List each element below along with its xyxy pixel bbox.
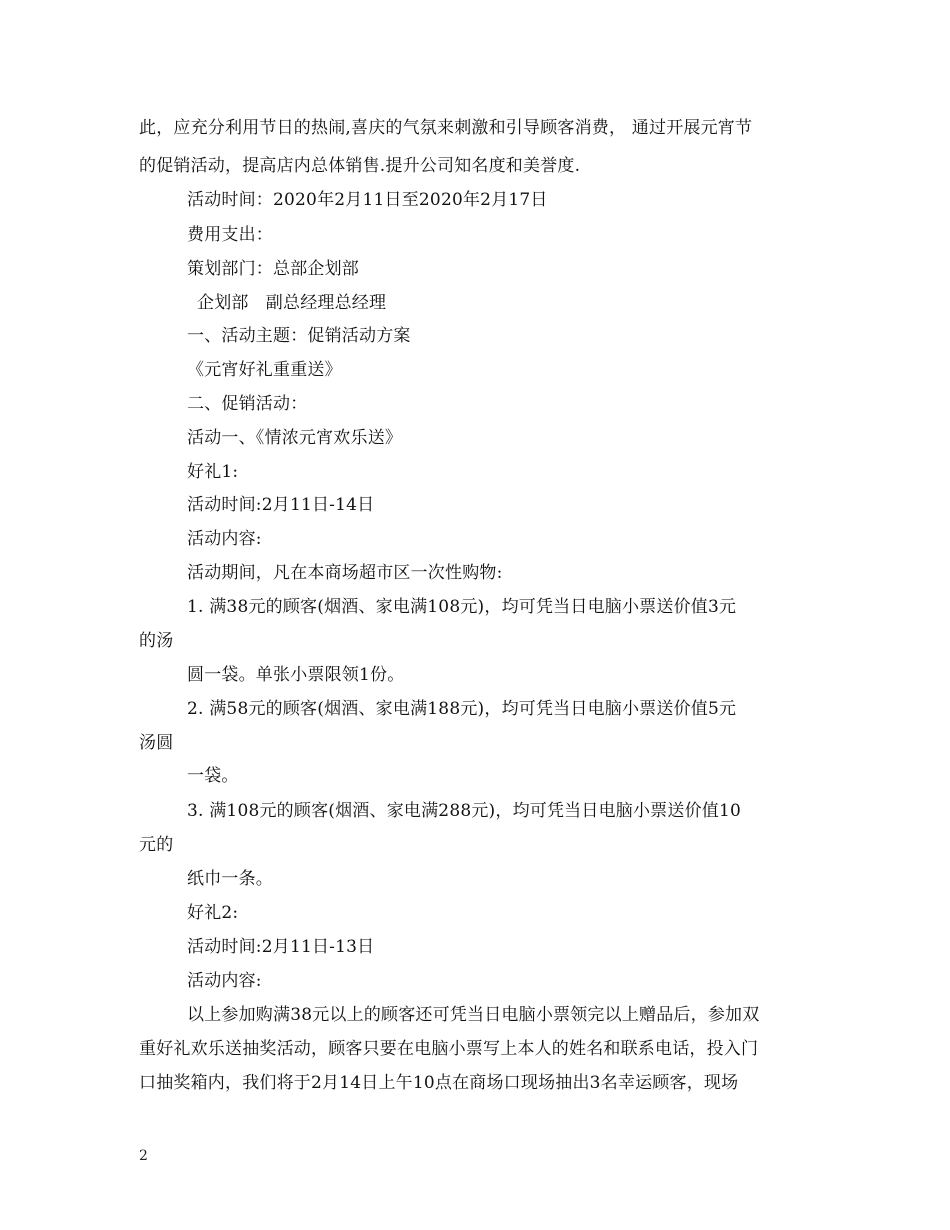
text-line: 一、活动主题：促销活动方案: [187, 326, 411, 346]
text-line: 策划部门：总部企划部: [187, 259, 359, 279]
text-line: 一袋。: [187, 766, 239, 786]
text-line: 圆一袋。单张小票限领1份。: [187, 665, 405, 685]
text-line: 好礼1:: [187, 462, 239, 482]
text-line: 3. 满108元的顾客(烟酒、家电满288元)，均可凭当日电脑小票送价值10: [187, 801, 742, 821]
text-line: 元的: [139, 835, 174, 855]
text-line: 《元宵好礼重重送》: [187, 360, 342, 380]
text-line: 费用支出：: [187, 225, 273, 245]
text-line: 活动时间：2020年2月11日至2020年2月17日: [187, 190, 548, 210]
page-number: 2: [139, 1148, 148, 1164]
text-line: 活动期间，凡在本商场超市区一次性购物:: [187, 563, 503, 583]
text-line: 活动时间:2月11日-13日: [187, 937, 375, 957]
text-line: 好礼2:: [187, 903, 239, 923]
text-line: 二、促销活动：: [187, 394, 308, 414]
text-line: 的促销活动，提高店内总体销售.提升公司知名度和美誉度.: [139, 156, 581, 176]
text-line: 以上参加购满38元以上的顾客还可凭当日电脑小票领完以上赠品后，参加双: [187, 1005, 760, 1025]
text-line: 活动内容:: [187, 971, 262, 991]
text-line: 此，应充分利用节日的热闹,喜庆的气氛来刺激和引导顾客消费， 通过开展元宵节: [139, 118, 753, 138]
text-line: 1. 满38元的顾客(烟酒、家电满108元)，均可凭当日电脑小票送价值3元: [187, 597, 737, 617]
text-line: 汤圆: [139, 733, 174, 753]
text-line: 重好礼欢乐送抽奖活动，顾客只要在电脑小票写上本人的姓名和联系电话，投入门: [139, 1039, 759, 1059]
text-line: 口抽奖箱内，我们将于2月14日上午10点在商场口现场抽出3名幸运顾客，现场: [139, 1073, 739, 1093]
text-line: 活动时间:2月11日-14日: [187, 495, 375, 515]
text-line: 活动内容:: [187, 529, 262, 549]
text-line: 纸巾一条。: [187, 869, 273, 889]
text-line: 企划部 副总经理总经理: [197, 293, 387, 313]
text-line: 2. 满58元的顾客(烟酒、家电满188元)，均可凭当日电脑小票送价值5元: [187, 699, 737, 719]
text-line: 的汤: [139, 631, 174, 651]
text-line: 活动一、《情浓元宵欢乐送》: [187, 428, 403, 448]
